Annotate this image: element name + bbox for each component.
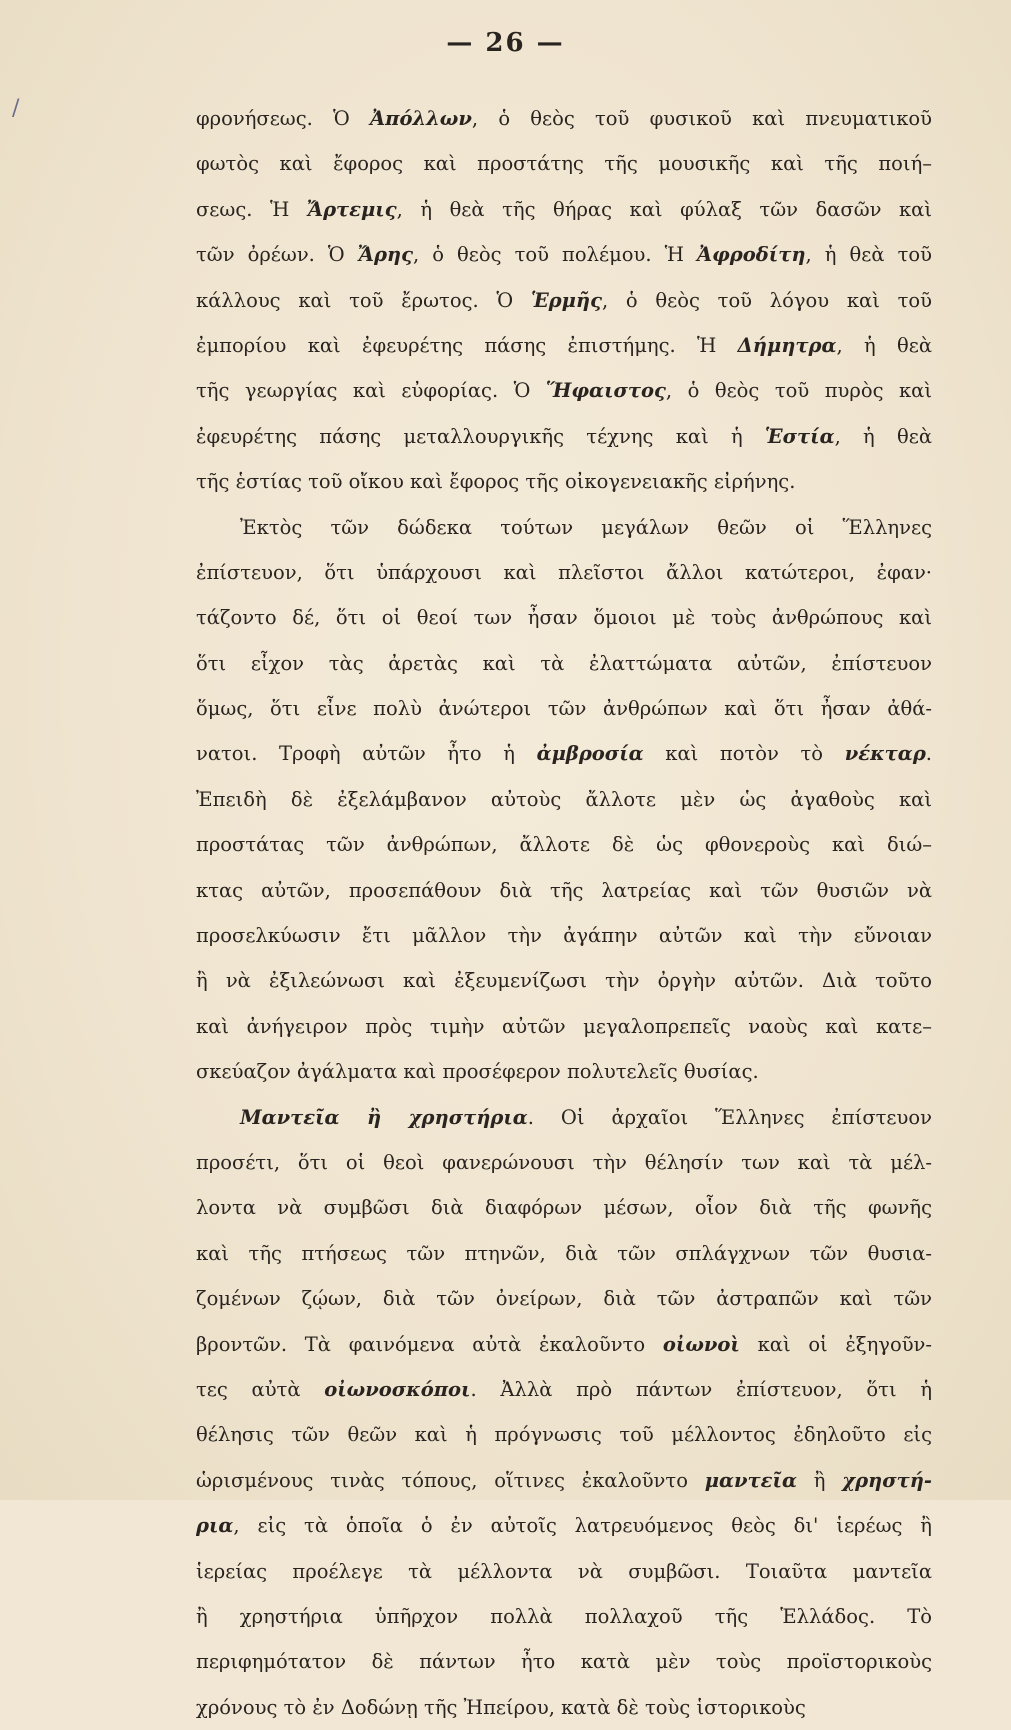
text-segment: τῆς ἑστίας τοῦ οἴκου καὶ ἔφορος τῆς οἰκογενειακῆς εἰρήνης.: [196, 470, 796, 494]
text-line: [196, 368, 932, 413]
text-line: [196, 1322, 932, 1367]
text-segment: ἢ: [796, 1468, 843, 1492]
text-line: [196, 550, 932, 595]
text-line: [196, 323, 932, 368]
text-line: [196, 459, 932, 504]
text-segment: σκεύαζον ἀγάλματα καὶ προσέφερον πολυτελεῖς θυσίας.: [196, 1060, 759, 1084]
text-line: [196, 1594, 932, 1639]
body-text: [196, 96, 932, 1730]
text-segment: Ἐκτὸς τῶν δώδεκα τούτων μεγάλων θεῶν οἱ Ἕλληνες: [240, 515, 932, 539]
text-line: [196, 777, 932, 822]
text-line: [196, 232, 932, 277]
text-line: [196, 641, 932, 686]
text-segment: ἐφευρέτης πάσης μεταλλουργικῆς τέχνης καὶ ἡ: [196, 424, 765, 448]
text-segment: ὅμως, ὅτι εἶνε πολὺ ἀνώτεροι τῶν ἀνθρώπων καὶ ὅτι ἦσαν ἀθά-: [196, 697, 932, 721]
text-segment: προσέτι, ὅτι οἱ θεοὶ φανερώνουσι τὴν θέλησίν των καὶ τὰ μέλ-: [196, 1150, 932, 1174]
page-number: — 26 —: [446, 28, 565, 58]
text-line: [196, 1412, 932, 1457]
text-segment: , ὁ θεὸς τοῦ πυρὸς καὶ: [665, 379, 932, 403]
text-segment: θέλησις τῶν θεῶν καὶ ἡ πρόγνωσις τοῦ μέλλοντος ἐδηλοῦτο εἰς: [196, 1423, 932, 1447]
text-line: [196, 1049, 932, 1094]
text-segment: . Ἀλλὰ πρὸ πάντων ἐπίστευον, ὅτι ἡ: [470, 1377, 932, 1401]
text-segment: ὡρισμένους τινὰς τόπους, οἵτινες ἐκαλοῦντο: [196, 1468, 705, 1492]
text-line: [196, 1639, 932, 1684]
text-segment: ἐπίστευον, ὅτι ὑπάρχουσι καὶ πλεῖστοι ἄλλοι κατώτεροι, ἐφαν·: [196, 560, 932, 584]
margin-pencil-mark: /: [12, 96, 20, 121]
text-line: [196, 1503, 932, 1548]
text-segment: προστάτας τῶν ἀνθρώπων, ἄλλοτε δὲ ὡς φθονεροὺς καὶ διώ–: [196, 833, 932, 857]
text-segment: τες αὐτὰ: [196, 1377, 325, 1401]
text-segment: Ἐπειδὴ δὲ ἐξελάμβανον αὐτοὺς ἄλλοτε μὲν ὡς ἀγαθοὺς καὶ: [196, 787, 932, 811]
text-segment: , ὁ θεὸς τοῦ πολέμου. Ἡ: [412, 243, 698, 267]
text-segment: καὶ ποτὸν τὸ: [643, 742, 845, 766]
text-line: [196, 414, 932, 459]
text-segment: τῶν ὀρέων. Ὁ: [196, 243, 358, 267]
text-segment: φρονήσεως. Ὁ: [196, 107, 371, 130]
text-segment: , ἡ θεὰ: [836, 333, 932, 357]
text-line: [196, 595, 932, 640]
text-segment: ἢ νὰ ἐξιλεώνωσι καὶ ἐξευμενίζωσι τὴν ὀργὴν αὐτῶν. Διὰ τοῦτο: [196, 969, 932, 993]
text-segment: τῆς γεωργίας καὶ εὐφορίας. Ὁ: [196, 379, 546, 403]
italic-term: Ἀπόλλων: [370, 107, 472, 130]
italic-term: οἰωνοσκόποι: [324, 1377, 471, 1401]
italic-term: οἰωνοὶ: [662, 1332, 740, 1356]
italic-term: μαντεῖα: [704, 1468, 797, 1492]
text-segment: κτας αὐτῶν, προσεπάθουν διὰ τῆς λατρείας καὶ τῶν θυσιῶν νὰ: [196, 878, 932, 902]
text-line: [196, 187, 932, 232]
text-segment: ὅτι εἶχον τὰς ἀρετὰς καὶ τὰ ἐλαττώματα αὐτῶν, ἐπίστευον: [196, 651, 932, 675]
text-segment: σεως. Ἡ: [196, 197, 307, 221]
text-segment: καὶ ἀνήγειρον πρὸς τιμὴν αὐτῶν μεγαλοπρεπεῖς ναοὺς καὶ κατε–: [196, 1014, 932, 1038]
text-segment: ἱερείας προέλεγε τὰ μέλλοντα νὰ συμβῶσι. Τοιαῦτα μαντεῖα: [196, 1559, 932, 1583]
italic-term: χρηστή-: [842, 1468, 932, 1492]
text-line: [196, 1140, 932, 1185]
text-segment: , ὁ θεὸς τοῦ λόγου καὶ τοῦ: [601, 288, 932, 312]
text-line: [196, 913, 932, 958]
text-line: [196, 1231, 932, 1276]
text-line: [196, 1367, 932, 1412]
text-line: [196, 958, 932, 1003]
text-line: [196, 1004, 932, 1049]
italic-term: νέκταρ: [844, 742, 926, 766]
italic-term: ἀμβροσία: [536, 742, 644, 766]
text-line: [196, 822, 932, 867]
text-line: [196, 1185, 932, 1230]
italic-term: ρια: [196, 1514, 234, 1538]
italic-term: Ἑρμῆς: [530, 288, 602, 312]
text-segment: νατοι. Τροφὴ αὐτῶν ἦτο ἡ: [196, 742, 537, 766]
italic-term: Ἄρης: [357, 243, 413, 267]
text-line: [196, 1458, 932, 1503]
text-line: [196, 505, 932, 550]
text-segment: καὶ οἱ ἐξηγοῦν-: [739, 1332, 932, 1356]
text-segment: , ἡ θεὰ τῆς θήρας καὶ φύλαξ τῶν δασῶν καὶ: [396, 197, 932, 221]
text-line: [196, 731, 932, 776]
italic-term: Ἄρτεμις: [306, 197, 397, 221]
text-segment: κάλλους καὶ τοῦ ἔρωτος. Ὁ: [196, 288, 531, 312]
italic-term: Μαντεῖα ἢ χρηστήρια: [240, 1105, 528, 1129]
text-segment: περιφημότατον δὲ πάντων ἦτο κατὰ μὲν τοὺς προϊστορικοὺς: [196, 1650, 932, 1674]
text-segment: βροντῶν. Τὰ φαινόμενα αὐτὰ ἐκαλοῦντο: [196, 1332, 663, 1356]
text-segment: λοντα νὰ συμβῶσι διὰ διαφόρων μέσων, οἷον διὰ τῆς φωνῆς: [196, 1196, 932, 1220]
italic-term: Ἑστία: [764, 424, 835, 448]
text-line: [196, 96, 932, 141]
text-line: [196, 1095, 932, 1140]
text-segment: , ὁ θεὸς τοῦ φυσικοῦ καὶ πνευματικοῦ: [471, 107, 932, 130]
italic-term: Δήμητρα: [737, 333, 837, 357]
text-segment: προσελκύωσιν ἔτι μᾶλλον τὴν ἀγάπην αὐτῶν καὶ τὴν εὔνοιαν: [196, 924, 932, 948]
text-line: [196, 278, 932, 323]
text-line: [196, 1685, 932, 1730]
text-segment: .: [925, 742, 932, 766]
text-segment: ἐμπορίου καὶ ἐφευρέτης πάσης ἐπιστήμης. Ἡ: [196, 333, 738, 357]
text-segment: . Οἱ ἀρχαῖοι Ἕλληνες ἐπίστευον: [527, 1105, 932, 1129]
text-segment: χρόνους τὸ ἐν Δοδώνῃ τῆς Ἠπείρου, κατὰ δὲ τοὺς ἱστορικοὺς: [196, 1695, 806, 1719]
text-line: [196, 1276, 932, 1321]
text-segment: φωτὸς καὶ ἔφορος καὶ προστάτης τῆς μουσικῆς καὶ τῆς ποιή–: [196, 152, 932, 176]
text-segment: , ἡ θεὰ: [834, 424, 932, 448]
text-segment: ζομένων ζῴων, διὰ τῶν ὀνείρων, διὰ τῶν ἀστραπῶν καὶ τῶν: [196, 1287, 932, 1311]
text-segment: ἢ χρηστήρια ὑπῆρχον πολλὰ πολλαχοῦ τῆς Ἑλλάδος. Τὸ: [196, 1604, 932, 1628]
text-segment: καὶ τῆς πτήσεως τῶν πτηνῶν, διὰ τῶν σπλάγχνων τῶν θυσια-: [196, 1241, 932, 1265]
text-line: [196, 141, 932, 186]
text-line: [196, 868, 932, 913]
italic-term: Ἥφαιστος: [545, 379, 666, 403]
text-line: [196, 686, 932, 731]
text-segment: τάζοντο δέ, ὅτι οἱ θεοί των ἦσαν ὅμοιοι μὲ τοὺς ἀνθρώπους καὶ: [196, 606, 932, 630]
italic-term: Ἀφροδίτη: [697, 243, 806, 267]
text-segment: , ἡ θεὰ τοῦ: [805, 243, 932, 267]
text-line: [196, 1549, 932, 1594]
text-segment: , εἰς τὰ ὁποῖα ὁ ἐν αὐτοῖς λατρευόμενος θεὸς δι' ἱερέως ἢ: [233, 1514, 932, 1538]
